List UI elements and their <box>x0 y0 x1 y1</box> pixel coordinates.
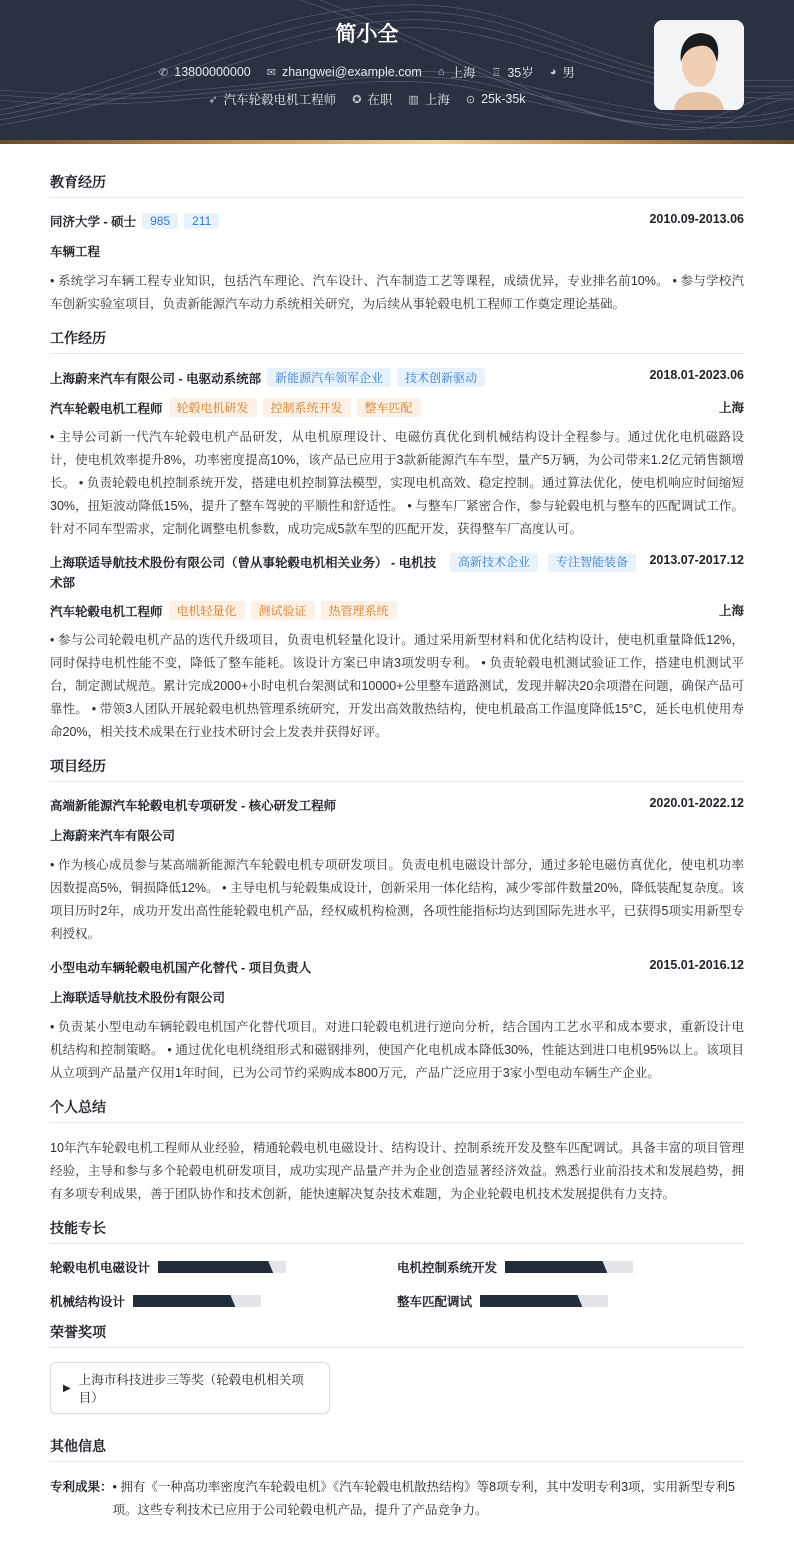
skill-name: 机械结构设计 <box>50 1295 126 1309</box>
skill-item <box>397 1258 744 1276</box>
skill-item <box>50 1292 397 1310</box>
skills-grid <box>50 1258 744 1310</box>
date: 2013.07-2017.12 <box>649 553 744 567</box>
tag: 技术创新驱动 <box>397 368 485 387</box>
skill-bar-fill <box>505 1261 607 1273</box>
tag: 高新技术企业 <box>450 553 538 572</box>
skill-item <box>50 1258 397 1276</box>
role: 汽车轮毂电机工程师 <box>50 604 163 619</box>
description: • 参与公司轮毂电机产品的迭代升级项目，负责电机轻量化设计。通过采用新型材料和优化结构设计，使电机重量降低12%，同时保持电机性能不变，降低了整车能耗。该设计方案已申请3项发明专利。 • 负责轮毂电机测试验证工作，搭建电机测试平台，制定测试规范。累计完成2000+小时电机台架测试和10000+公里整车道路测试，发现并解决20余项潜在问题，确保产品可靠性。 • 带领3人团队开展轮毂电机热管理系统研究，开发出高效散热结构，使电机最高工作温度降低15°C，延长电机使用寿命20%，相关技术成果在行业技术研讨会上发表并获得好评。 <box>50 633 744 739</box>
school: 同济大学 - 硕士 <box>50 215 137 229</box>
cake-icon: ♖ <box>491 66 502 79</box>
section-title-education: 教育经历 <box>50 172 744 198</box>
work-entry <box>50 368 744 541</box>
project-title: 高端新能源汽车轮毂电机专项研发 - 核心研发工程师 <box>50 799 337 813</box>
skill-tag: 测试验证 <box>251 601 315 620</box>
skill-tag: 控制系统开发 <box>263 398 351 417</box>
skill-tag: 整车匹配 <box>357 398 421 417</box>
section-title-skills: 技能专长 <box>50 1218 744 1244</box>
skill-tag: 轮毂电机研发 <box>169 398 257 417</box>
skill-bar <box>505 1261 633 1273</box>
description: • 作为核心成员参与某高端新能源汽车轮毂电机专项研发项目。负责电机电磁设计部分，通过多轮电磁仿真优化，使电机功率因数提高5%，铜损降低12%。 • 主导电机与轮毂集成设计，创新采用一体化结构，减少零部件数量20%，降低装配复杂度。该项目历时2年，成功开发出高性能轮毂电机产品，经权威机构检测，各项性能指标均达到国际先进水平，已获得5项实用新型专利授权。 <box>50 858 744 941</box>
skill-name: 轮毂电机电磁设计 <box>50 1261 151 1275</box>
skill-tag: 电机轻量化 <box>169 601 245 620</box>
gender: 男 <box>562 66 575 80</box>
date: 2010.09-2013.06 <box>649 212 744 226</box>
triangle-right-icon: ▶ <box>63 1382 71 1394</box>
city: 上海 <box>718 401 744 415</box>
skill-item <box>397 1292 744 1310</box>
skill-tag: 热管理系统 <box>321 601 397 620</box>
status-icon: ✪ <box>352 93 362 106</box>
send-icon: ➶ <box>208 93 218 106</box>
tag: 新能源汽车领军企业 <box>267 368 391 387</box>
description: • 主导公司新一代汽车轮毂电机产品研发，从电机原理设计、电磁仿真优化到机械结构设计全程参与。通过优化电机磁路设计，使电机效率提升8%，功率密度提高10%，该产品已应用于3款新能源汽车车型，量产5万辆，为公司带来1.2亿元销售额增长。 • 负责轮毂电机控制系统开发，搭建电机控制算法模型，实现电机高效、稳定控制。通过算法优化，使电机响应时间缩短30%，扭矩波动降低15%，提升了整车驾驶的平顺性和舒适性。 • 与整车厂紧密合作，参与轮毂电机与整车的匹配调试工作。针对不同车型需求，定制化调整电机参数，成功完成5款车型的匹配开发，获得整车厂高度认可。 <box>50 430 744 536</box>
skill-bar <box>158 1261 286 1273</box>
company: 上海联适导航技术股份有限公司（曾从事轮毂电机相关业务） - 电机技术部 <box>50 556 437 590</box>
tag: 985 <box>142 213 178 229</box>
other-label: 专利成果： <box>50 1480 113 1494</box>
summary-text: 10年汽车轮毂电机工程师从业经验，精通轮毂电机电磁设计、结构设计、控制系统开发及整车匹配调试。具备丰富的项目管理经验，主导和参与多个轮毂电机研发项目，成功实现产品量产并为企业创造显著经济效益。熟悉行业前沿技术和发展趋势，拥有多项专利成果，善于团队协作和技术创新，能快速解决复杂技术难题，为企业轮毂电机技术发展提供有力支持。 <box>50 1141 744 1201</box>
candidate-name: 简小全 <box>335 23 399 46</box>
project-company: 上海联适导航技术股份有限公司 <box>50 991 226 1005</box>
status: 在职 <box>367 93 393 107</box>
section-title-summary: 个人总结 <box>50 1097 744 1123</box>
skill-name: 电机控制系统开发 <box>397 1261 498 1275</box>
building-icon: ▥ <box>408 93 419 106</box>
section-title-projects: 项目经历 <box>50 756 744 782</box>
location: 上海 <box>450 66 476 80</box>
avatar-photo <box>654 20 744 110</box>
city: 上海 <box>424 93 450 107</box>
award-item[interactable] <box>50 1362 330 1414</box>
role: 汽车轮毂电机工程师 <box>50 401 163 416</box>
skill-bar <box>480 1295 608 1307</box>
section-title-other: 其他信息 <box>50 1436 744 1462</box>
age: 35岁 <box>507 66 534 80</box>
city: 上海 <box>718 604 744 618</box>
project-entry <box>50 958 744 1085</box>
project-title: 小型电动车辆轮毂电机国产化替代 - 项目负责人 <box>50 961 312 975</box>
work-entry <box>50 553 744 744</box>
skill-bar <box>133 1295 261 1307</box>
email: zhangwei@example.com <box>281 65 422 79</box>
skill-name: 整车匹配调试 <box>397 1295 473 1309</box>
award-text: 上海市科技进步三等奖（轮毂电机相关项目） <box>78 1373 304 1405</box>
major: 车辆工程 <box>50 245 101 259</box>
skill-bar-fill <box>158 1261 273 1273</box>
position: 汽车轮毂电机工程师 <box>223 93 337 107</box>
tag: 211 <box>184 213 219 229</box>
section-title-awards: 荣誉奖项 <box>50 1322 744 1348</box>
date: 2018.01-2023.06 <box>649 368 744 382</box>
date: 2020.01-2022.12 <box>649 796 744 810</box>
project-entry <box>50 796 744 946</box>
project-company: 上海蔚来汽车有限公司 <box>50 829 176 843</box>
resume-header <box>0 0 794 140</box>
phone: 13800000000 <box>174 65 251 79</box>
description: • 负责某小型电动车辆轮毂电机国产化替代项目。对进口轮毂电机进行逆向分析，结合国内工艺水平和成本要求，重新设计电机结构和控制策略。 • 通过优化电机绕组形式和磁钢排列，使国产化电机成本降低30%，性能达到进口电机95%以上。该项目从立项到产品量产仅用1年时间，已为公司节约采购成本800万元，产品广泛应用于3家小型电动车辆生产企业。 <box>50 1020 744 1080</box>
other-text: • 拥有《一种高功率密度汽车轮毂电机》《汽车轮毂电机散热结构》等8项专利，其中发明专利3项，实用新型专利5项。这些专利技术已应用于公司轮毂电机产品，提升了产品竞争力。 <box>112 1480 735 1517</box>
salary-icon: ⊙ <box>465 93 476 106</box>
education-entry <box>50 212 744 316</box>
salary: 25k-35k <box>481 92 526 106</box>
home-icon: ⌂ <box>437 66 445 78</box>
section-title-work: 工作经历 <box>50 328 744 354</box>
email-icon: ✉ <box>266 66 276 79</box>
description: • 系统学习车辆工程专业知识，包括汽车理论、汽车设计、汽车制造工艺等课程，成绩优异，专业排名前10%。 • 参与学校汽车创新实验室项目，负责新能源汽车动力系统相关研究，为后续从事轮毂电机工程师工作奠定理论基础。 <box>50 274 744 311</box>
gender-icon: ◕ <box>549 66 557 78</box>
skill-bar-fill <box>133 1295 235 1307</box>
company: 上海蔚来汽车有限公司 - 电驱动系统部 <box>50 371 262 386</box>
date: 2015.01-2016.12 <box>649 958 744 972</box>
other-info <box>50 1476 744 1522</box>
skill-bar-fill <box>480 1295 582 1307</box>
phone-icon: ✆ <box>159 66 169 79</box>
tag: 专注智能装备 <box>548 553 636 572</box>
